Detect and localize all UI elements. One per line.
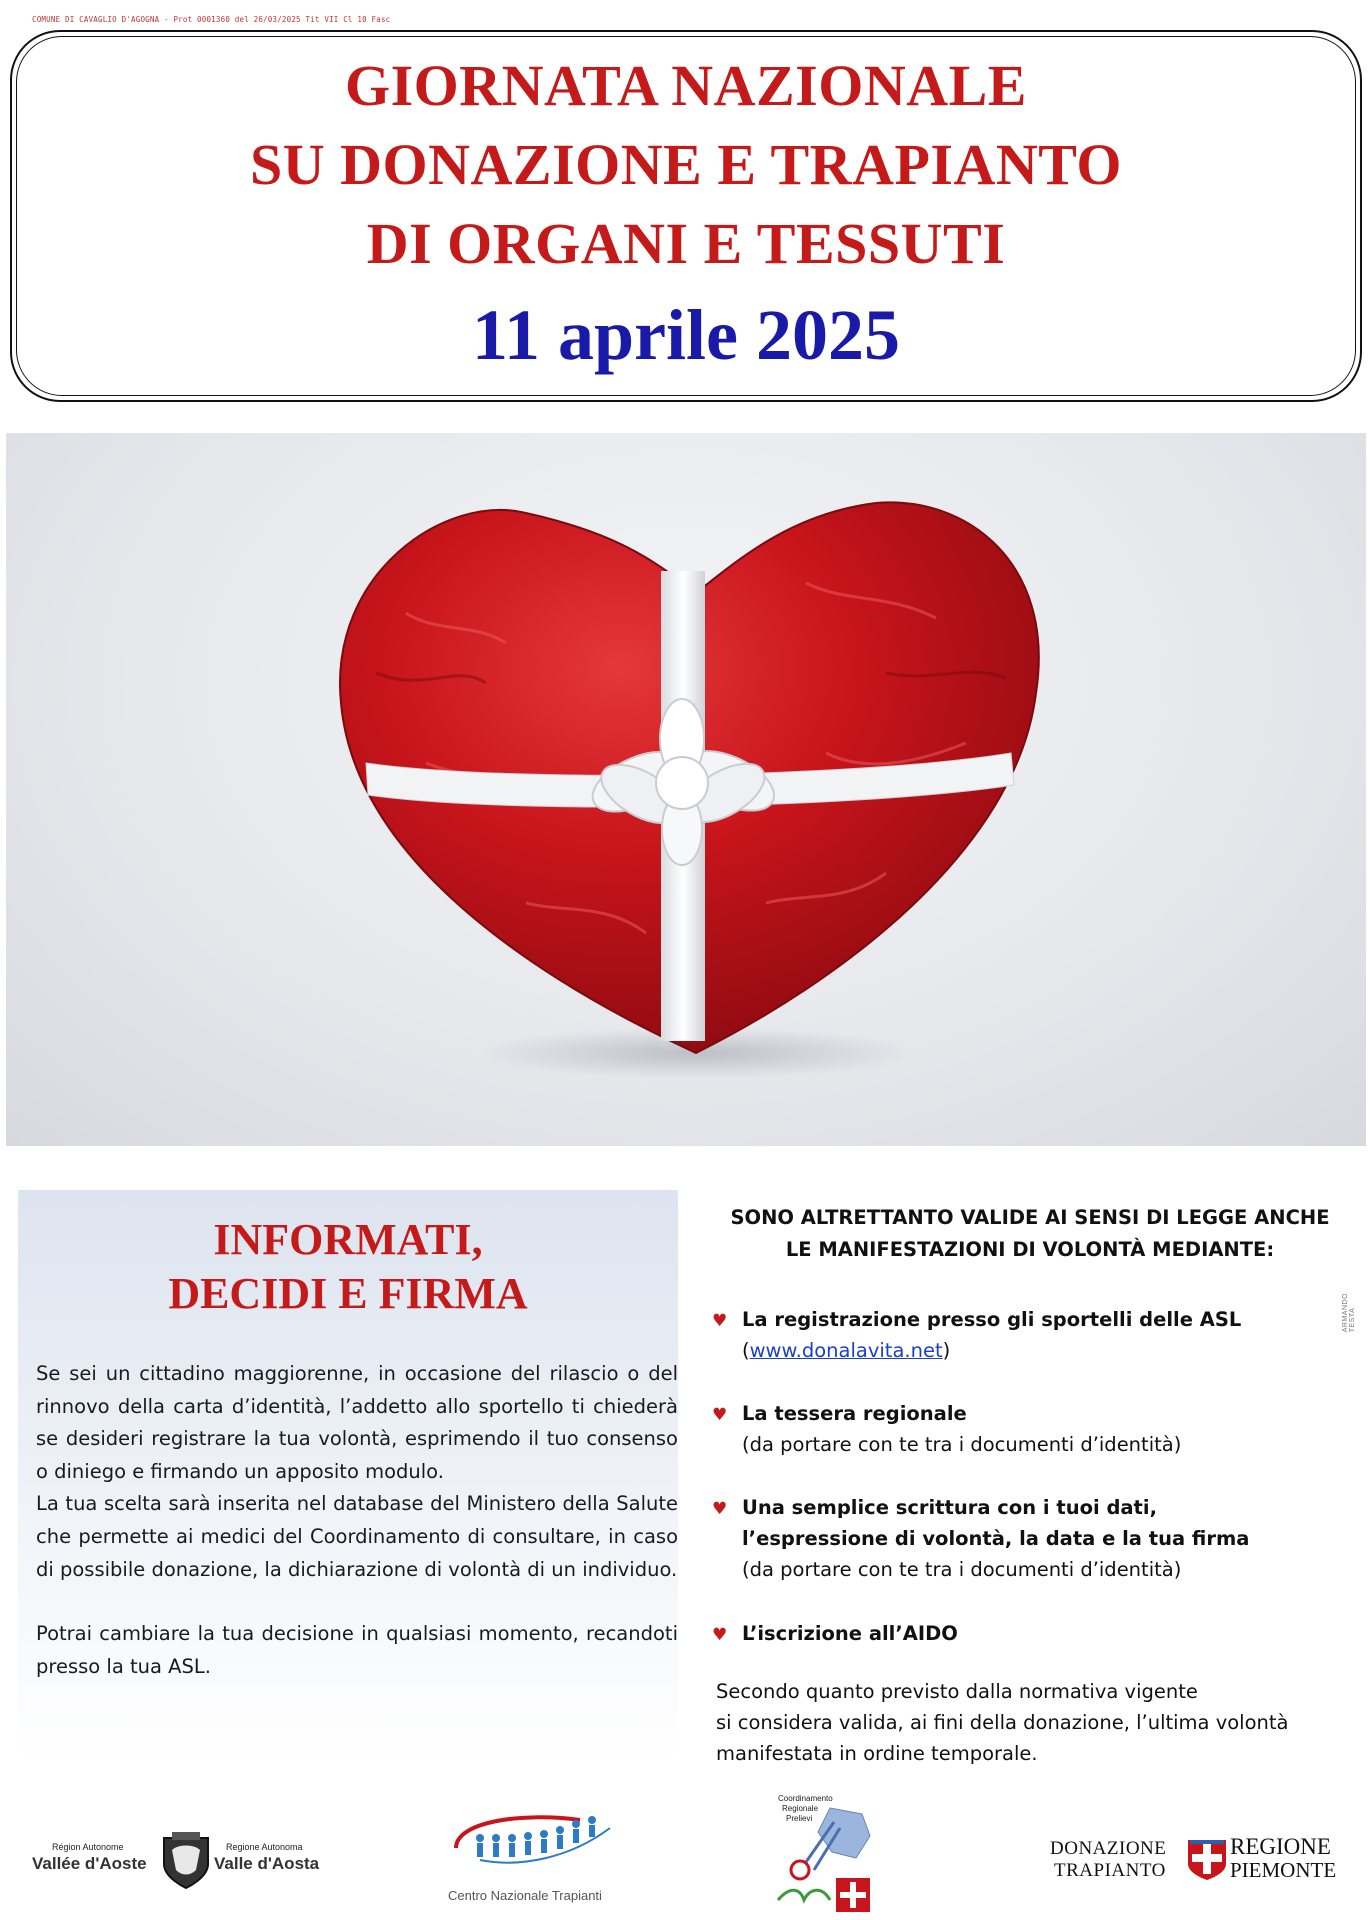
cnt-logo	[440, 1808, 640, 1908]
donazione-label: DONAZIONE	[1050, 1838, 1167, 1859]
item-title: La registrazione presso gli sportelli delle ASL	[742, 1308, 1242, 1331]
cnt-label: Centro Nazionale Trapianti	[448, 1888, 602, 1903]
crp-line-1: Coordinamento	[778, 1794, 833, 1803]
panel-title-line-1: INFORMATI,	[213, 1215, 483, 1264]
title-line-2: SU DONAZIONE E TRAPIANTO	[250, 132, 1122, 197]
paragraph-cambiare: Potrai cambiare la tua decisione in qualsiasi momento, recandoti presso la tua ASL.	[36, 1622, 678, 1678]
closing-line-3: manifestata in ordine temporale.	[716, 1742, 1038, 1765]
heart-bullet-icon: ♥	[712, 1405, 728, 1425]
informati-panel	[18, 1190, 678, 1762]
heart-bullet-icon: ♥	[712, 1625, 728, 1645]
title-line-1: GIORNATA NAZIONALE	[344, 53, 1027, 118]
piemonte-label: PIEMONTE	[1230, 1858, 1337, 1882]
regione-label: REGIONE	[1230, 1834, 1331, 1859]
valle-daosta-logo	[30, 1830, 330, 1890]
item-detail: (da portare con te tra i documenti d’identità)	[742, 1558, 1182, 1581]
item-detail: (da portare con te tra i documenti d’identità)	[742, 1433, 1182, 1456]
vda-fr-small: Région Autonome	[52, 1842, 124, 1852]
donazione-piemonte-logo	[1050, 1834, 1360, 1894]
event-date: 11 aprile 2025	[472, 295, 900, 375]
crp-line-2: Regionale	[782, 1804, 819, 1813]
trapianto-label: TRAPIANTO	[1054, 1860, 1166, 1881]
crp-line-3: Prelievi	[786, 1814, 813, 1823]
vda-shield-icon	[158, 1830, 214, 1890]
photo-credit: ARMANDO TESTA	[1342, 1293, 1356, 1333]
paren-close: )	[942, 1339, 951, 1362]
item-title-cont: l’espressione di volontà, la data e la tua firma	[742, 1527, 1250, 1550]
closing-note	[716, 1676, 1356, 1769]
panel-body	[36, 1358, 678, 1683]
title-line-3: DI ORGANI E TESSUTI	[366, 211, 1006, 276]
sponsor-logos	[0, 1790, 1372, 1920]
vda-it-big: Valle d'Aosta	[214, 1854, 320, 1873]
panel-title-line-2: DECIDI E FIRMA	[168, 1269, 528, 1318]
piemonte-shield-icon	[1186, 1838, 1228, 1882]
header-box	[10, 30, 1362, 402]
donalavita-link[interactable]: www.donalavita.net	[749, 1339, 943, 1362]
list-item	[714, 1618, 1354, 1649]
list-item	[714, 1304, 1354, 1366]
coordinamento-logo	[770, 1792, 890, 1917]
heart-bullet-icon: ♥	[712, 1499, 728, 1519]
right-heading-line-2: LE MANIFESTAZIONI DI VOLONTÀ MEDIANTE:	[785, 1238, 1275, 1261]
protocol-stamp: COMUNE DI CAVAGLIO D'AGOGNA - Prot 0001360 del 26/03/2025 Tit VII Cl 10 Fasc	[32, 15, 391, 24]
heart-bullet-icon: ♥	[712, 1311, 728, 1331]
right-heading-line-1: SONO ALTRETTANTO VALIDE AI SENSI DI LEGGE ANCHE	[730, 1206, 1330, 1229]
paren-open: (	[742, 1339, 750, 1362]
crp-map-icon	[770, 1792, 890, 1917]
list-item	[714, 1398, 1354, 1460]
list-item	[714, 1492, 1354, 1585]
paragraph-database: La tua scelta sarà inserita nel database del Ministero della Salute che permette ai medici del Coordinamento di consultare, in caso di possibile donazione, la dichiarazione di volontà di un individuo.	[36, 1492, 678, 1581]
vda-it-small: Regione Autonoma	[226, 1842, 303, 1852]
vda-fr-big: Vallée d'Aoste	[32, 1854, 147, 1873]
closing-line-1: Secondo quanto previsto dalla normativa vigente	[716, 1680, 1198, 1703]
cnt-people-icon	[440, 1808, 640, 1878]
item-title: L’iscrizione all’AIDO	[742, 1622, 958, 1645]
paragraph-rilascio: Se sei un cittadino maggiorenne, in occasione del rilascio o del rinnovo della carta d’identità, l’addetto allo sportello ti chiederà se desideri registrare la tua volontà, esprimendo il tuo consenso o diniego e firmando un apposito modulo.	[36, 1362, 678, 1483]
item-title: La tessera regionale	[742, 1402, 967, 1425]
item-title: Una semplice scrittura con i tuoi dati,	[742, 1496, 1157, 1519]
closing-line-2: si considera valida, ai fini della donazione, l’ultima volontà	[716, 1711, 1289, 1734]
